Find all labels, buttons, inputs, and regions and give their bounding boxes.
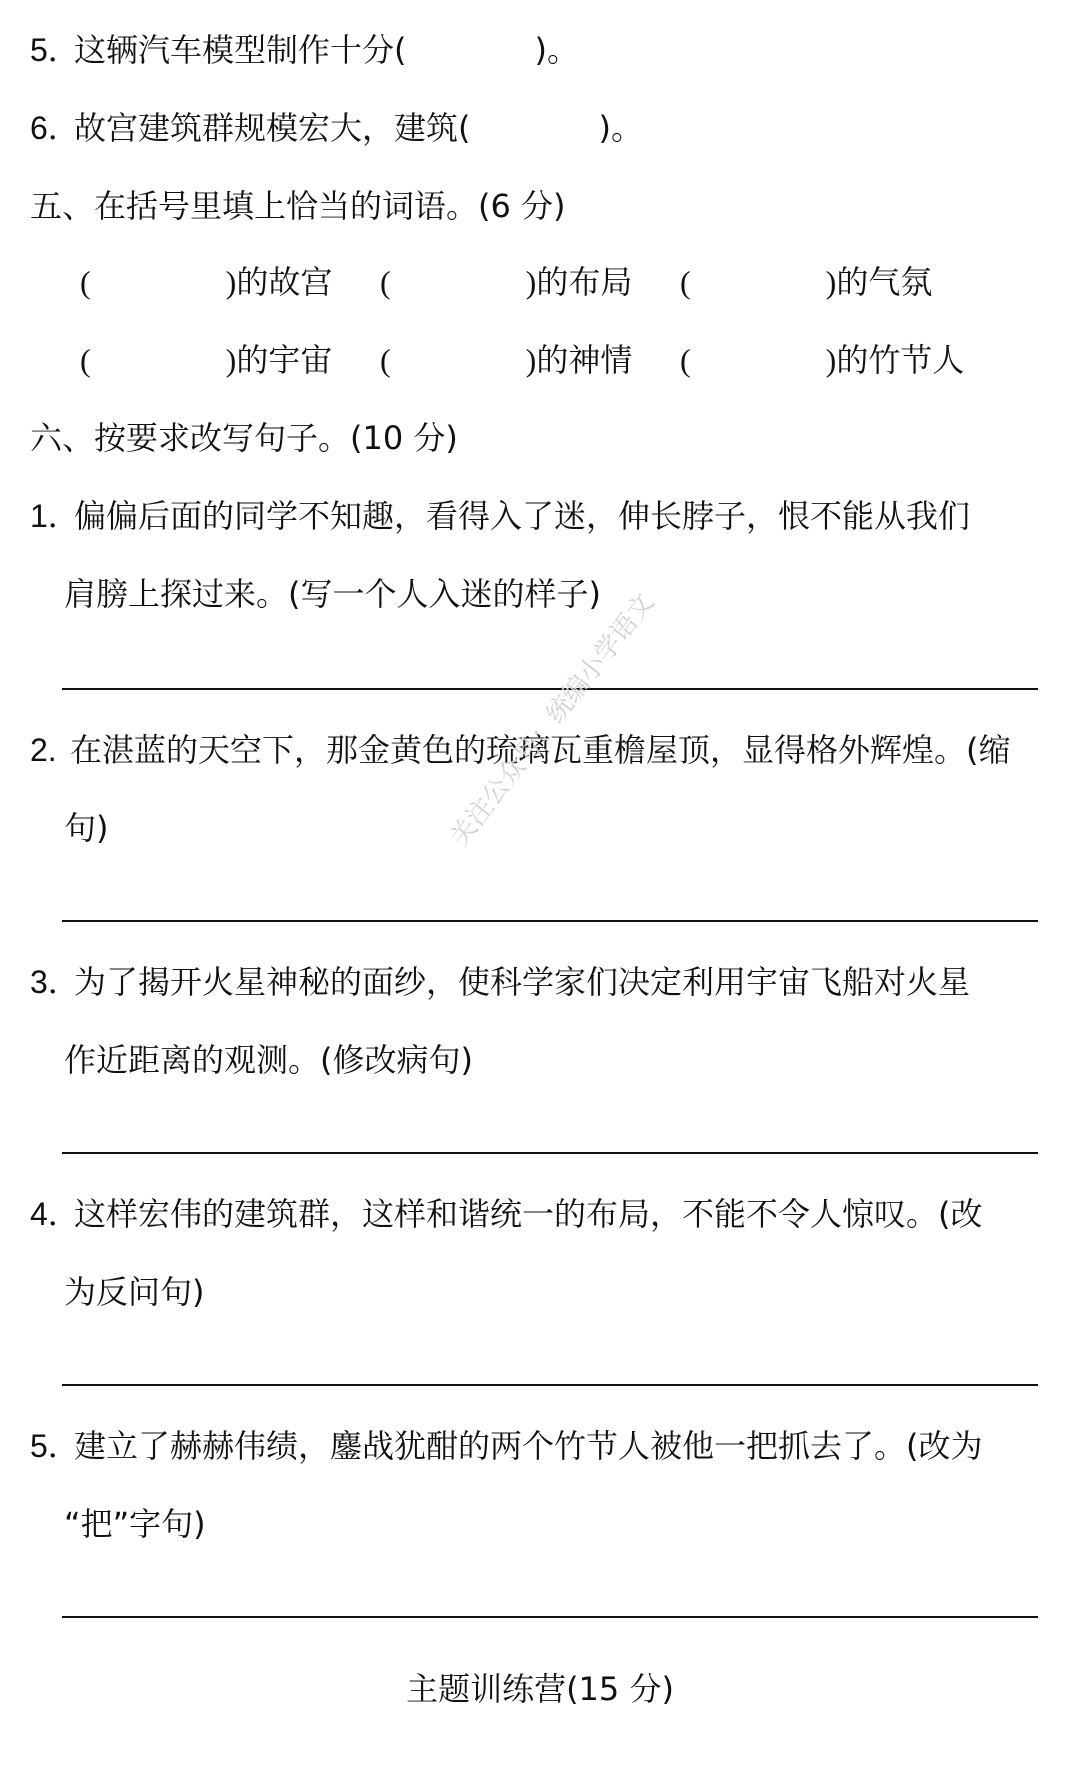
watermark: 关注公众号：统编小学语文: [444, 587, 661, 853]
word-suffix: 的竹节人: [836, 341, 965, 379]
fill-blank-cell: ( )的布局: [380, 263, 633, 301]
item-text: 为了揭开火星神秘的面纱，使科学家们决定利用宇宙飞船对火星: [74, 963, 971, 1001]
answer-line[interactable]: [62, 920, 1038, 922]
question-item: [30, 109, 643, 147]
item-text: 这样宏伟的建筑群，这样和谐统一的布局，不能不令人惊叹。(改: [74, 1195, 983, 1233]
item-text: 偏偏后面的同学不知趣，看得入了迷，伸长脖子，恨不能从我们: [74, 497, 971, 535]
question-item: [30, 963, 971, 1001]
fill-blank-cell: ( )的宇宙: [80, 341, 333, 379]
item-continuation: 句): [64, 809, 109, 847]
fill-blank-cell: ( )的神情: [380, 341, 633, 379]
word-suffix: 的神情: [536, 341, 633, 379]
item-text: 故宫建筑群规模宏大，建筑( )。: [74, 109, 643, 147]
item-number: 2.: [30, 732, 57, 768]
fill-blank-cell: ( )的故宫: [80, 263, 333, 301]
answer-line[interactable]: [62, 1384, 1038, 1386]
item-number: 1．: [30, 498, 80, 534]
item-text: 在湛蓝的天空下，那金黄色的琉璃瓦重檐屋顶，显得格外辉煌。(缩: [70, 731, 1011, 769]
question-item: [30, 497, 971, 535]
section-title: 六、按要求改写句子。(10 分): [30, 419, 458, 457]
item-continuation: 作近距离的观测。(修改病句): [64, 1041, 473, 1079]
answer-line[interactable]: [62, 1152, 1038, 1154]
question-item: [30, 1427, 983, 1465]
question-item: [30, 1195, 983, 1233]
fill-blank-cell: ( )的气氛: [680, 263, 933, 301]
answer-line[interactable]: [62, 1616, 1038, 1618]
word-suffix: 的布局: [536, 263, 633, 301]
item-number: 5．: [30, 1428, 80, 1464]
footer-title: 主题训练营(15 分): [406, 1670, 674, 1708]
word-suffix: 的宇宙: [236, 341, 333, 379]
item-continuation: “把”字句): [64, 1505, 206, 1543]
item-number: 4．: [30, 1196, 80, 1232]
fill-blank-cell: ( )的竹节人: [680, 341, 965, 379]
question-item: [30, 31, 579, 69]
word-suffix: 的故宫: [236, 263, 333, 301]
item-number: 6．: [30, 110, 80, 146]
item-continuation: 为反问句): [64, 1273, 205, 1311]
section-title: 五、在括号里填上恰当的词语。(6 分): [30, 187, 566, 225]
item-text: 建立了赫赫伟绩，鏖战犹酣的两个竹节人被他一把抓去了。(改为: [74, 1427, 983, 1465]
item-number: 5．: [30, 32, 80, 68]
item-number: 3．: [30, 964, 80, 1000]
item-continuation: 肩膀上探过来。(写一个人入迷的样子): [64, 575, 601, 613]
item-text: 这辆汽车模型制作十分( )。: [74, 31, 579, 69]
word-suffix: 的气氛: [836, 263, 933, 301]
